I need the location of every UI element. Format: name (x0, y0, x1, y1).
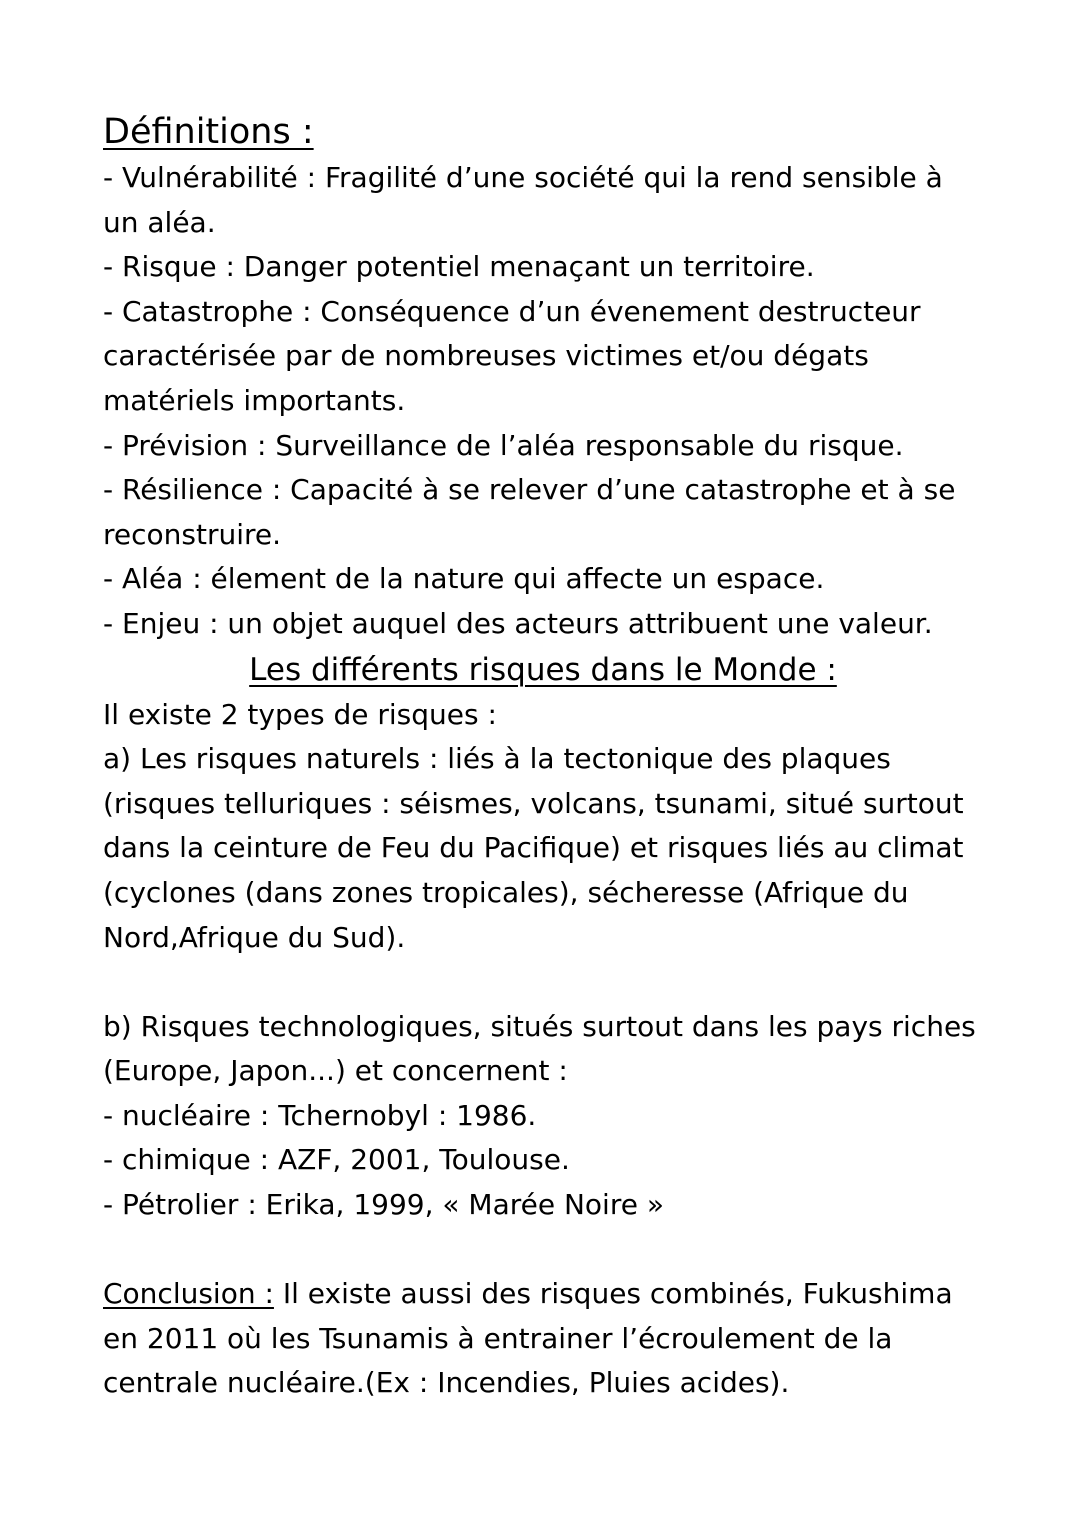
conclusion-paragraph (103, 1272, 983, 1406)
conclusion-text: Il existe aussi des risques combinés, Fukushima en 2011 où les Tsunamis à entrainer l’écroulement de la centrale nucléaire.(Ex : Incendies, Pluies acides). (103, 1277, 953, 1400)
risks-section-title (103, 647, 983, 693)
definition-resilience: - Résilience : Capacité à se relever d’une catastrophe et à se reconstruire. (103, 473, 956, 551)
definition-risque: - Risque : Danger potentiel menaçant un territoire. (103, 250, 815, 284)
definition-alea: - Aléa : élement de la nature qui affecte un espace. (103, 562, 825, 596)
definition-enjeu: - Enjeu : un objet auquel des acteurs attribuent une valeur. (103, 606, 933, 640)
technological-risks-paragraph: b) Risques technologiques, situés surtout dans les pays riches (Europe, Japon...) et concernent : (103, 1009, 976, 1088)
conclusion-label: Conclusion : (103, 1277, 274, 1311)
risks-title-text: Les différents risques dans le Monde : (249, 651, 837, 688)
document-page (103, 108, 983, 1406)
example-nucleaire: - nucléaire : Tchernobyl : 1986. (103, 1098, 537, 1132)
spacer (103, 1228, 983, 1273)
example-petrolier: - Pétrolier : Erika, 1999, « Marée Noire » (103, 1188, 664, 1222)
natural-risks-paragraph: a) Les risques naturels : liés à la tectonique des plaques (risques telluriques : séismes, volcans, tsunami, situé surtout dans la ceinture de Feu du Pacifique) et risques liés au climat (cyclones (dans zones tropicales), sécheresse (Afrique du Nord,Afrique du Sud). (103, 742, 964, 954)
definitions-title: Définitions : (103, 112, 314, 152)
example-chimique: - chimique : AZF, 2001, Toulouse. (103, 1143, 570, 1177)
definition-catastrophe: - Catastrophe : Conséquence d’un évenement destructeur caractérisée par de nombreuses victimes et/ou dégats matériels importants. (103, 294, 921, 417)
spacer (103, 960, 983, 1005)
definition-vulnerabilite: - Vulnérabilité : Fragilité d’une société qui la rend sensible à un aléa. (103, 161, 943, 239)
definition-prevision: - Prévision : Surveillance de l’aléa responsable du risque. (103, 428, 904, 462)
risks-intro: Il existe 2 types de risques : (103, 697, 497, 731)
